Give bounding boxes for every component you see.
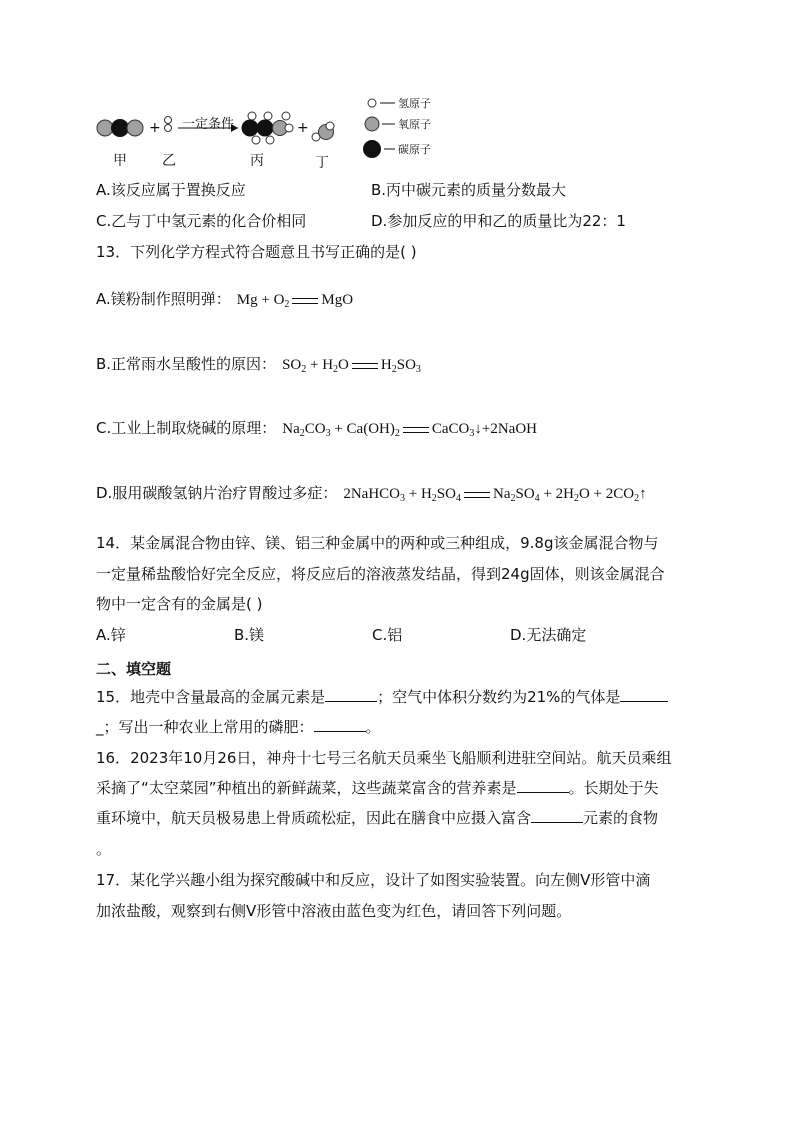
q15-blank-2[interactable] — [620, 687, 668, 702]
q16-line-4: 。 — [96, 840, 112, 858]
q16-blank-2[interactable] — [531, 808, 583, 823]
equation-a: $Mg + O_2$ MgO — [236, 292, 354, 310]
carbon-legend-icon — [363, 140, 381, 158]
q16-line-2: 采摘了“太空菜园”种植出的新鲜蔬菜，这些蔬菜富含的营养素是 。长期处于失 — [96, 779, 659, 797]
q16-line-1: 16．2023年10月26日，神舟十七号三名航天员乘坐飞船顺利进驻空间站。航天员乘组 — [96, 749, 672, 767]
q12-option-c: C.乙与丁中氢元素的化合价相同 — [96, 212, 307, 230]
plus-sign-2: + — [297, 120, 309, 136]
plus-sign-1: + — [149, 120, 161, 136]
legend-hydrogen: 氢原子 — [398, 97, 431, 110]
section-heading: 二、填空题 — [96, 660, 172, 678]
equation-d: 2NaHCO$_3$ + $H_2SO_4$ $Na_2SO_4 + 2H_2O$ + $2CO_2↑$ — [343, 486, 647, 504]
q16-blank-1[interactable] — [517, 778, 569, 793]
molecule-ding-icon — [312, 122, 334, 141]
q13-option-c: C.工业上制取烧碱的原理： $Na_2CO_3 + Ca(OH)_2$ CaCO$_3$↓+2NaOH — [96, 419, 537, 439]
q14-option-b: B.镁 — [234, 626, 265, 644]
label-ding: 丁 — [315, 155, 329, 171]
q13-stem: 13．下列化学方程式符合题意且书写正确的是( ) — [96, 243, 417, 261]
q15-blank-1[interactable] — [325, 687, 377, 702]
q13-option-d: D.服用碳酸氢钠片治疗胃酸过多症： 2NaHCO$_3$ + $H_2SO_4$ $Na_2SO_4 + 2H_2O$ + $2CO_2↑$ — [96, 484, 647, 504]
q12-option-d: D.参加反应的甲和乙的质量比为22：1 — [371, 212, 626, 230]
q12-option-a: A.该反应属于置换反应 — [96, 181, 246, 199]
equation-c: $Na_2CO_3 + Ca(OH)_2$ CaCO$_3$↓+2NaOH — [282, 421, 537, 439]
q15-line-1: 15．地壳中含量最高的金属元素是 ；空气中体积分数约为21%的气体是 — [96, 687, 668, 707]
label-bing: 丙 — [250, 153, 264, 169]
q17-line-1: 17．某化学兴趣小组为探究酸碱中和反应，设计了如图实验装置。向左侧V形管中滴 — [96, 871, 651, 889]
hydrogen-legend-icon — [368, 99, 376, 107]
equation-b: $SO_2 + H_2O$ $H_2SO_3$ — [282, 357, 421, 375]
q15-blank-3[interactable] — [314, 717, 366, 732]
q12-option-b: B.丙中碳元素的质量分数最大 — [371, 181, 567, 199]
label-yi: 乙 — [162, 153, 176, 169]
reaction-condition: 一定条件 — [182, 117, 235, 132]
q16-line-3: 重环境中，航天员极易患上骨质疏松症，因此在膳食中应摄入富含 元素的食物 — [96, 809, 659, 827]
label-jia: 甲 — [113, 153, 127, 169]
oxygen-legend-icon — [365, 117, 379, 131]
q14-line-1: 14．某金属混合物由锌、镁、铝三种金属中的两种或三种组成，9.8g该金属混合物与 — [96, 534, 659, 552]
q17-line-2: 加浓盐酸，观察到右侧V形管中溶液由蓝色变为红色，请回答下列问题。 — [96, 902, 572, 920]
legend-carbon: 碳原子 — [398, 143, 431, 156]
molecule-jia-icon — [97, 119, 143, 137]
q14-option-a: A.锌 — [96, 626, 126, 644]
molecule-bing-icon — [242, 112, 294, 144]
q14-line-2: 一定量稀盐酸恰好完全反应，将反应后的溶液蒸发结晶，得到24g固体，则该金属混合 — [96, 565, 665, 583]
q14-line-3: 物中一定含有的金属是( ) — [96, 595, 263, 613]
q13-option-a: A.镁粉制作照明弹： $Mg + O_2$ MgO — [96, 290, 354, 310]
q13-option-b: B.正常雨水呈酸性的原因： $SO_2 + H_2O$ $H_2SO_3$ — [96, 355, 421, 375]
q14-option-c: C.铝 — [372, 626, 403, 644]
q14-option-d: D.无法确定 — [510, 626, 587, 644]
legend-oxygen: 氧原子 — [398, 118, 431, 131]
q15-line-2: _；写出一种农业上常用的磷肥： 。 — [96, 718, 381, 736]
molecule-yi-icon — [165, 117, 172, 132]
